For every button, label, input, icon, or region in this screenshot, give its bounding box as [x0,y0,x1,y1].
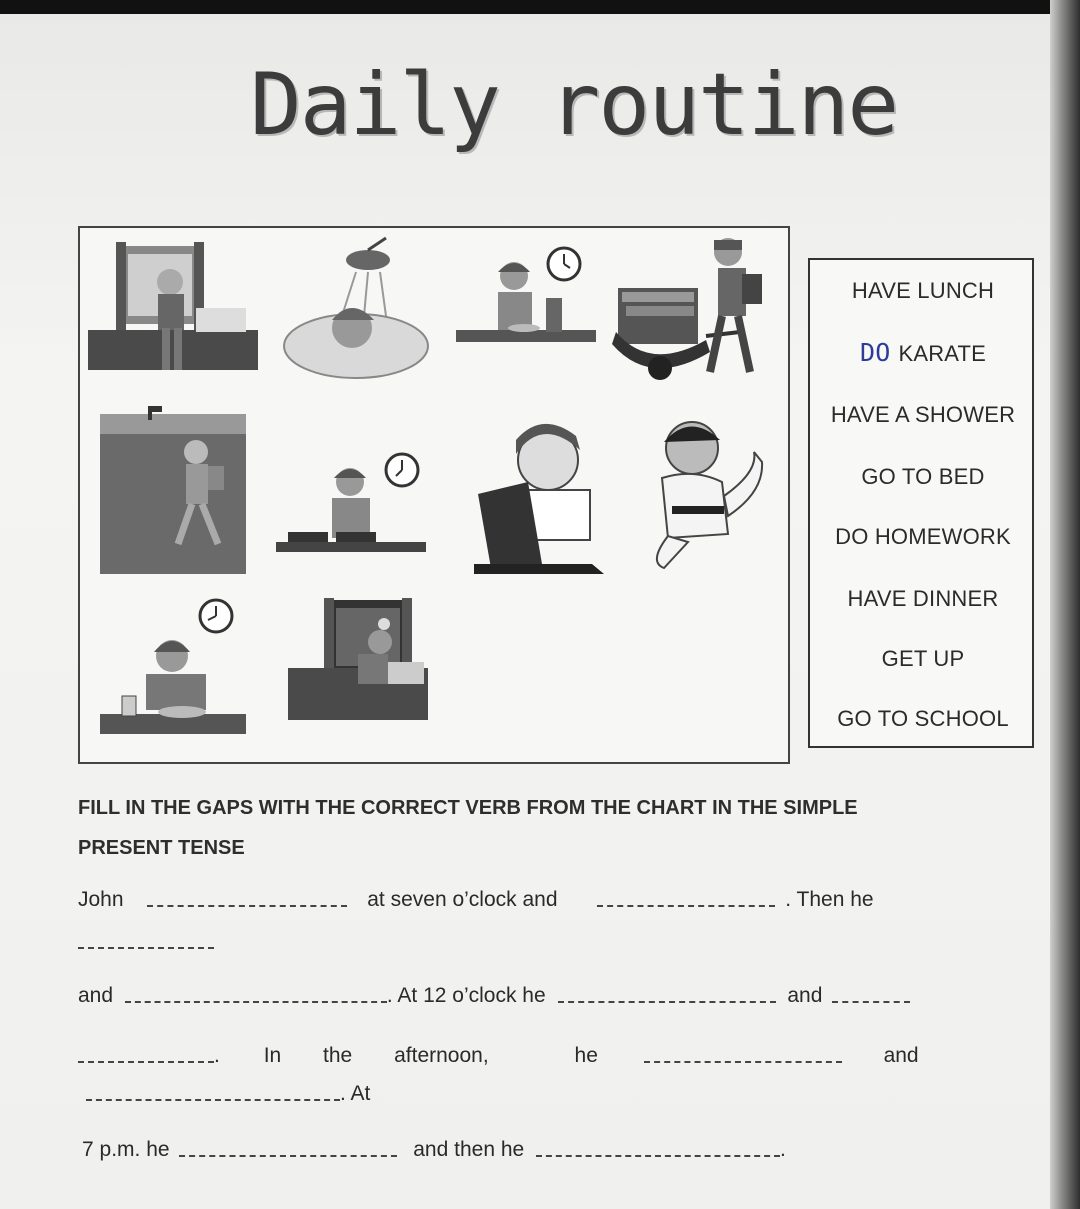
exercise-text: the [323,1044,353,1067]
scene-walk-to-school-illustration [98,404,248,576]
verb-item [810,402,1036,428]
verb-item [810,464,1036,490]
exercise-line-3 [78,984,910,1008]
scene-shower-illustration [276,236,436,386]
verb-text: HAVE A SHOWER [830,402,1016,427]
exercise-line-4 [78,1044,919,1068]
exercise-text: afternoon, [394,1044,489,1067]
instructions [78,788,978,868]
verb-item [810,706,1036,732]
exercise-text: he [574,1044,598,1067]
exercise-text: . At 12 o’clock he [386,984,546,1007]
verb-item [810,524,1036,550]
verb-text: HAVE DINNER [847,586,999,611]
verb-text: HAVE LUNCH [851,278,995,303]
exercise-line-1 [78,888,874,912]
verb-text: GET UP [881,646,965,671]
answer-gap[interactable] [125,989,387,1003]
exercise-text: . Then he [785,888,874,911]
scene-lunch-illustration [276,446,426,566]
exercise-text: and [883,1044,919,1067]
scene-karate-illustration [628,412,768,572]
exercise-text: at seven o’clock and [367,888,558,911]
picture-chart [78,226,790,764]
exercise-text: 7 p.m. he [82,1138,170,1161]
verb-item [810,278,1036,304]
exercise-text: John [78,888,124,911]
verb-text: DO HOMEWORK [835,524,1011,549]
scene-get-up-illustration [86,238,261,388]
scene-go-to-bed-illustration [284,598,434,748]
answer-gap[interactable] [86,1087,340,1101]
handwritten-verb: DO [859,338,891,367]
worksheet-title: Daily routine [250,55,898,155]
answer-gap[interactable] [558,989,776,1003]
answer-gap[interactable] [179,1143,397,1157]
photo-top-edge [0,0,1080,14]
scene-breakfast-illustration [454,240,599,360]
exercise-line-2 [78,930,214,954]
verb-item [810,646,1036,672]
instructions-line-2: PRESENT TENSE [78,837,245,859]
scene-dinner-illustration [96,594,246,744]
exercise-text: and then he [413,1138,525,1161]
exercise-line-5 [86,1082,370,1106]
exercise-text: . At [340,1082,371,1105]
answer-gap[interactable] [78,1049,214,1063]
scene-homework-reading-illustration [472,414,622,574]
verb-text: KARATE [898,341,987,366]
verb-item [810,586,1036,612]
scene-go-to-school-cart-illustration [610,232,780,392]
photo-right-edge [1050,0,1080,1209]
answer-gap[interactable] [147,893,347,907]
exercise-text: In [263,1044,282,1067]
verb-text: GO TO SCHOOL [837,706,1009,731]
verb-chart [808,258,1034,748]
answer-gap[interactable] [597,893,775,907]
answer-gap[interactable] [536,1143,780,1157]
answer-gap[interactable] [644,1049,842,1063]
exercise-text: and [787,984,823,1007]
answer-gap[interactable] [832,989,910,1003]
verb-item [810,338,1036,367]
exercise-line-6 [82,1138,786,1162]
exercise-text: and [78,984,114,1007]
exercise-text: . [780,1138,786,1161]
verb-text: GO TO BED [861,464,985,489]
answer-gap[interactable] [78,935,214,949]
exercise-text: . [214,1044,220,1067]
instructions-line-1: FILL IN THE GAPS WITH THE CORRECT VERB FROM THE CHART IN THE SIMPLE [78,797,858,819]
